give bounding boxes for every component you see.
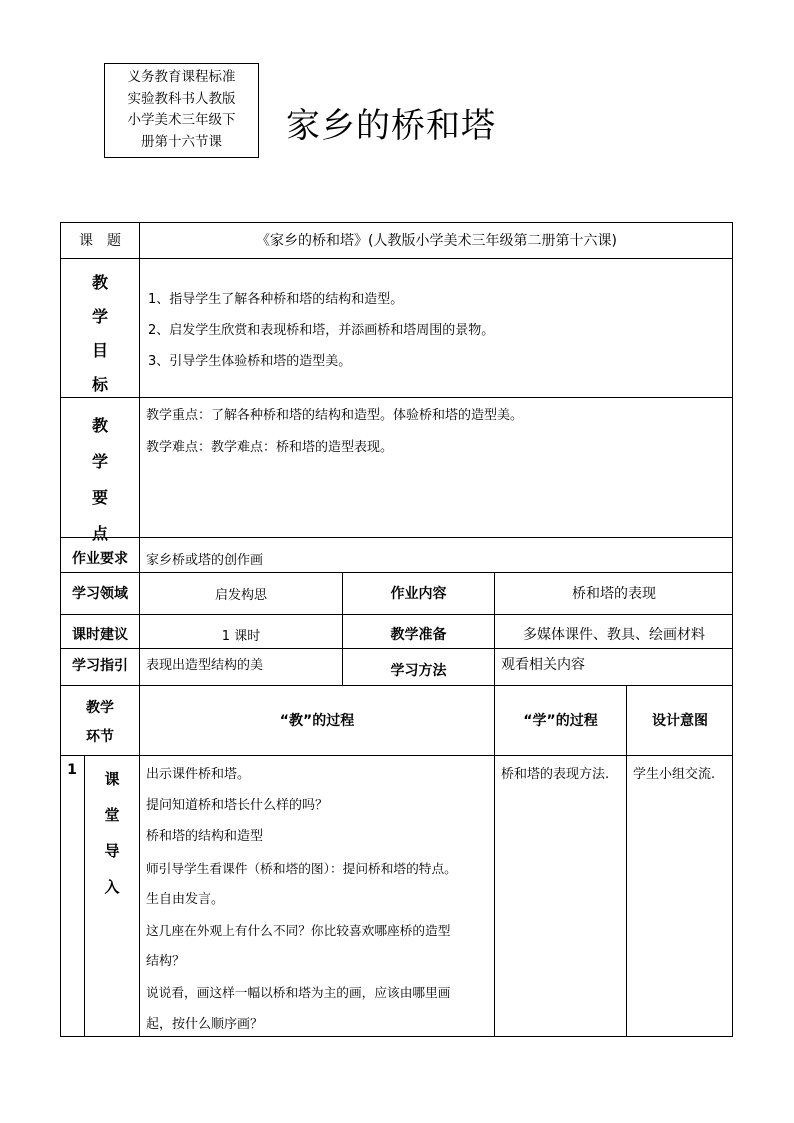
stage-header: 教学 环节 xyxy=(86,700,114,745)
learning-field-label: 学习领域 xyxy=(72,586,128,602)
goal-item: 3、引导学生体验桥和塔的造型美。 xyxy=(148,354,352,369)
teach-line: 生自由发言。 xyxy=(146,891,225,907)
lesson-plan-table xyxy=(60,222,733,1037)
learn-process-content: 桥和塔的表现方法. xyxy=(501,767,610,782)
course-info-line: 义务教育课程标准 xyxy=(127,69,236,85)
page-title: 家乡的桥和塔 xyxy=(286,106,496,146)
teach-line: 提问知道桥和塔长什么样的吗？ xyxy=(146,798,329,814)
key-points-label: 教 学 要 点 xyxy=(91,416,108,543)
teaching-prep-label: 教学准备 xyxy=(390,627,447,643)
homework-label: 作业要求 xyxy=(72,550,128,567)
goal-item: 1、指导学生了解各种桥和塔的结构和造型。 xyxy=(148,292,404,307)
goals-label: 教 学 目 标 xyxy=(91,273,108,394)
teach-line: 说说看，画这样一幅以桥和塔为主的画，应该由哪里画 xyxy=(146,985,451,1001)
teach-line: 桥和塔的结构和造型 xyxy=(146,829,264,845)
teach-process-header: “教”的过程 xyxy=(279,713,355,729)
teach-line: 结构？ xyxy=(146,954,186,970)
topic-label: 课 题 xyxy=(79,233,121,249)
homework-content-label: 作业内容 xyxy=(390,586,447,602)
teach-line: 起，按什么顺序画？ xyxy=(146,1016,264,1032)
class-hours-value: 1 课时 xyxy=(221,628,261,644)
learning-method-label: 学习方法 xyxy=(390,662,447,679)
design-intent-content: 学生小组交流. xyxy=(633,767,716,782)
learning-guide-value: 表现出造型结构的美 xyxy=(146,658,264,673)
learning-method-value: 观看相关内容 xyxy=(501,656,585,673)
homework-value: 家乡桥或塔的创作画 xyxy=(146,553,264,568)
goals-list xyxy=(148,284,728,377)
topic-value: 《家乡的桥和塔》(人教版小学美术三年级第二册第十六课) xyxy=(256,233,617,249)
step-stage-label: 课 堂 导 入 xyxy=(104,770,120,896)
teach-line: 师引导学生看课件（桥和塔的图）：提问桥和塔的特点。 xyxy=(146,860,457,876)
teaching-prep-value: 多媒体课件、教具、绘画材料 xyxy=(523,627,705,643)
learning-field-value: 启发构思 xyxy=(214,587,267,603)
teach-line: 这几座在外观上有什么不同？你比较喜欢哪座桥的造型 xyxy=(146,923,451,939)
class-hours-label: 课时建议 xyxy=(72,627,128,643)
course-info-line: 册第十六节课 xyxy=(141,133,222,150)
teach-line: 出示课件桥和塔。 xyxy=(146,767,251,782)
course-info-box xyxy=(104,63,259,158)
course-info-line: 实验教科书人教版 xyxy=(127,90,236,107)
learning-guide-label: 学习指引 xyxy=(72,657,128,674)
learn-process-header: “学”的过程 xyxy=(523,713,598,729)
homework-content-value: 桥和塔的表现 xyxy=(572,586,656,602)
goal-item: 2、启发学生欣赏和表现桥和塔，并添画桥和塔周围的景物。 xyxy=(148,323,495,338)
teach-process-content xyxy=(146,759,492,1040)
design-intent-header: 设计意图 xyxy=(652,713,708,729)
key-points-list xyxy=(146,400,730,464)
course-info-line: 小学美术三年级下 xyxy=(127,112,236,128)
key-point-item: 教学重点：了解各种桥和塔的结构和造型。体验桥和塔的造型美。 xyxy=(146,408,524,423)
key-point-item: 教学难点：教学难点：桥和塔的造型表现。 xyxy=(146,440,394,455)
step-number: 1 xyxy=(67,762,77,778)
